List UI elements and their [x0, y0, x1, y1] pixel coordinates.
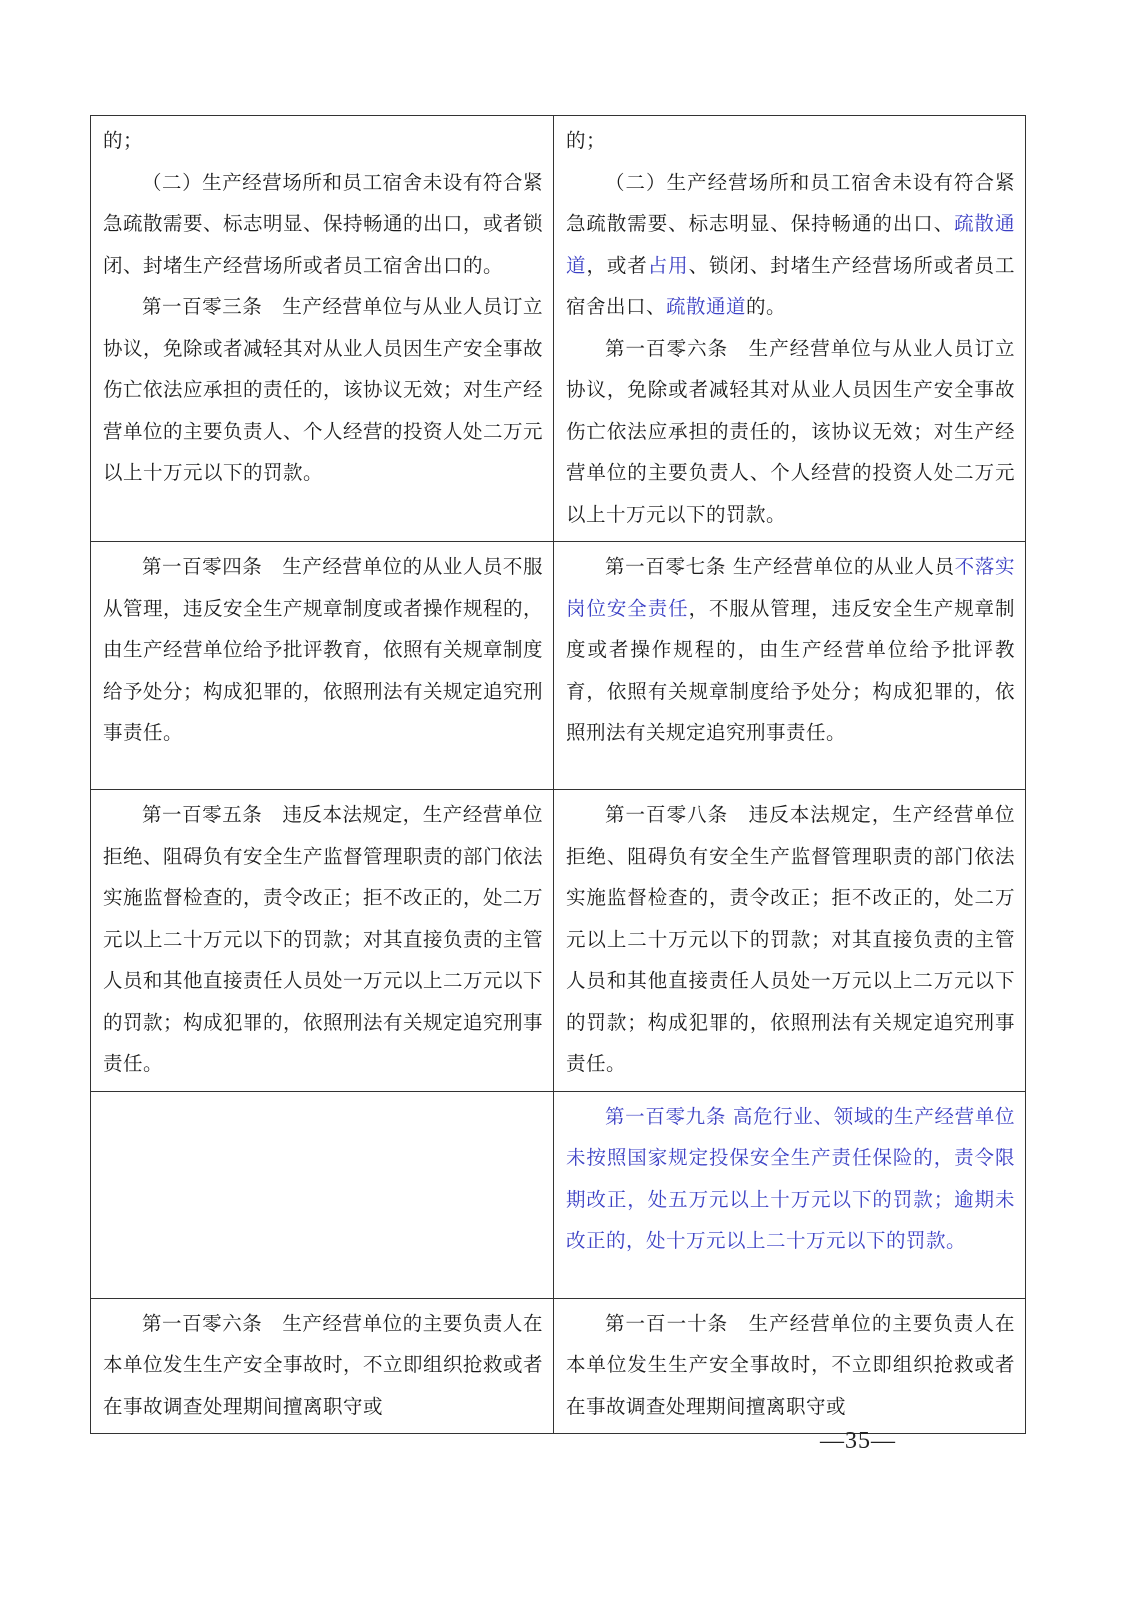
revised-text-cell	[554, 542, 1026, 790]
paragraph	[103, 794, 543, 1085]
paragraph	[566, 328, 1015, 536]
text-run: ，不服从管理，违反安全生产规章制度或者操作规程的，由生产经营单位给予批评教育，依照有关规章制度给予处分；构成犯罪的，依照刑法有关规定追究刑事责任。	[566, 596, 1015, 744]
text-run: （二）生产经营场所和员工宿舍未设有符合紧急疏散需要、标志明显、保持畅通的出口、	[566, 170, 1015, 235]
original-text-cell	[91, 790, 554, 1092]
table-row	[91, 790, 1026, 1092]
text-run: 的；	[103, 129, 144, 152]
original-text-cell	[91, 542, 554, 790]
revised-phrase: 疏散通道	[666, 295, 747, 318]
original-text-cell	[91, 1091, 554, 1298]
text-run: 第一百一十条 生产经营单位的主要负责人在本单位发生生产安全事故时，不立即组织抢救或者在事故调查处理期间擅离职守或	[566, 1311, 1015, 1418]
table-row	[91, 1091, 1026, 1298]
table-row	[91, 542, 1026, 790]
paragraph	[566, 120, 1015, 162]
table-row	[91, 1298, 1026, 1434]
paragraph	[566, 546, 1015, 754]
revised-phrase: 第一百零九条 高危行业、领域的生产经营单位未按照国家规定投保安全生产责任保险的，责令限期改正，处五万元以上十万元以下的罚款；逾期未改正的，处十万元以上二十万元以下的罚款。	[566, 1104, 1015, 1252]
text-run: 第一百零六条 生产经营单位的主要负责人在本单位发生生产安全事故时，不立即组织抢救或者在事故调查处理期间擅离职守或	[103, 1311, 544, 1418]
original-text-cell	[91, 1298, 554, 1434]
revised-phrase: 不落实岗位安全责任	[566, 555, 1015, 620]
revised-text-cell	[554, 116, 1026, 542]
revised-phrase: 疏散通道	[566, 212, 1015, 277]
text-run: 第一百零七条 生产经营单位的从业人员	[605, 555, 955, 578]
revised-phrase: 占用	[647, 253, 689, 277]
text-run: 的；	[566, 129, 607, 152]
paragraph	[103, 546, 543, 754]
text-run: ，或者	[586, 253, 648, 277]
paragraph	[566, 1096, 1015, 1262]
text-run: 第一百零五条 违反本法规定，生产经营单位拒绝、阻碍负有安全生产监督管理职责的部门依法实施监督检查的，责令改正；拒不改正的，处二万元以上二十万元以下的罚款；对其直接负责的主管人员和其他直接责任人员处一万元以上二万元以下的罚款；构成犯罪的，依照刑法有关规定追究刑事责任。	[103, 803, 544, 1075]
paragraph	[103, 286, 543, 494]
revised-text-cell	[554, 1298, 1026, 1434]
table-row	[91, 116, 1026, 542]
text-run: （二）生产经营场所和员工宿舍未设有符合紧急疏散需要、标志明显、保持畅通的出口，或者锁闭、封堵生产经营场所或者员工宿舍出口的。	[103, 170, 544, 277]
original-text-cell	[91, 116, 554, 542]
paragraph	[103, 162, 543, 287]
page-number: —35—	[820, 1428, 896, 1454]
paragraph	[566, 1303, 1015, 1428]
text-run: 、锁闭、封堵生产经营场所或者员工宿舍出口、	[566, 253, 1015, 318]
text-run: 的。	[746, 295, 787, 318]
text-run: 第一百零六条 生产经营单位与从业人员订立协议，免除或者减轻其对从业人员因生产安全事故伤亡依法应承担的责任的，该协议无效；对生产经营单位的主要负责人、个人经营的投资人处二万元以上十万元以下的罚款。	[566, 336, 1015, 526]
revised-text-cell	[554, 1091, 1026, 1298]
paragraph	[566, 794, 1015, 1085]
paragraph	[103, 1303, 543, 1428]
text-run: 第一百零八条 违反本法规定，生产经营单位拒绝、阻碍负有安全生产监督管理职责的部门依法实施监督检查的，责令改正；拒不改正的，处二万元以上二十万元以下的罚款；对其直接负责的主管人员和其他直接责任人员处一万元以上二万元以下的罚款；构成犯罪的，依照刑法有关规定追究刑事责任。	[566, 803, 1015, 1075]
revised-text-cell	[554, 790, 1026, 1092]
paragraph	[566, 162, 1015, 328]
paragraph	[103, 120, 543, 162]
comparison-table	[90, 115, 1026, 1434]
text-run: 第一百零三条 生产经营单位与从业人员订立协议，免除或者减轻其对从业人员因生产安全事故伤亡依法应承担的责任的，该协议无效；对生产经营单位的主要负责人、个人经营的投资人处二万元以上十万元以下的罚款。	[103, 295, 544, 484]
text-run: 第一百零四条 生产经营单位的从业人员不服从管理，违反安全生产规章制度或者操作规程的，由生产经营单位给予批评教育，依照有关规章制度给予处分；构成犯罪的，依照刑法有关规定追究刑事责任。	[103, 555, 544, 744]
